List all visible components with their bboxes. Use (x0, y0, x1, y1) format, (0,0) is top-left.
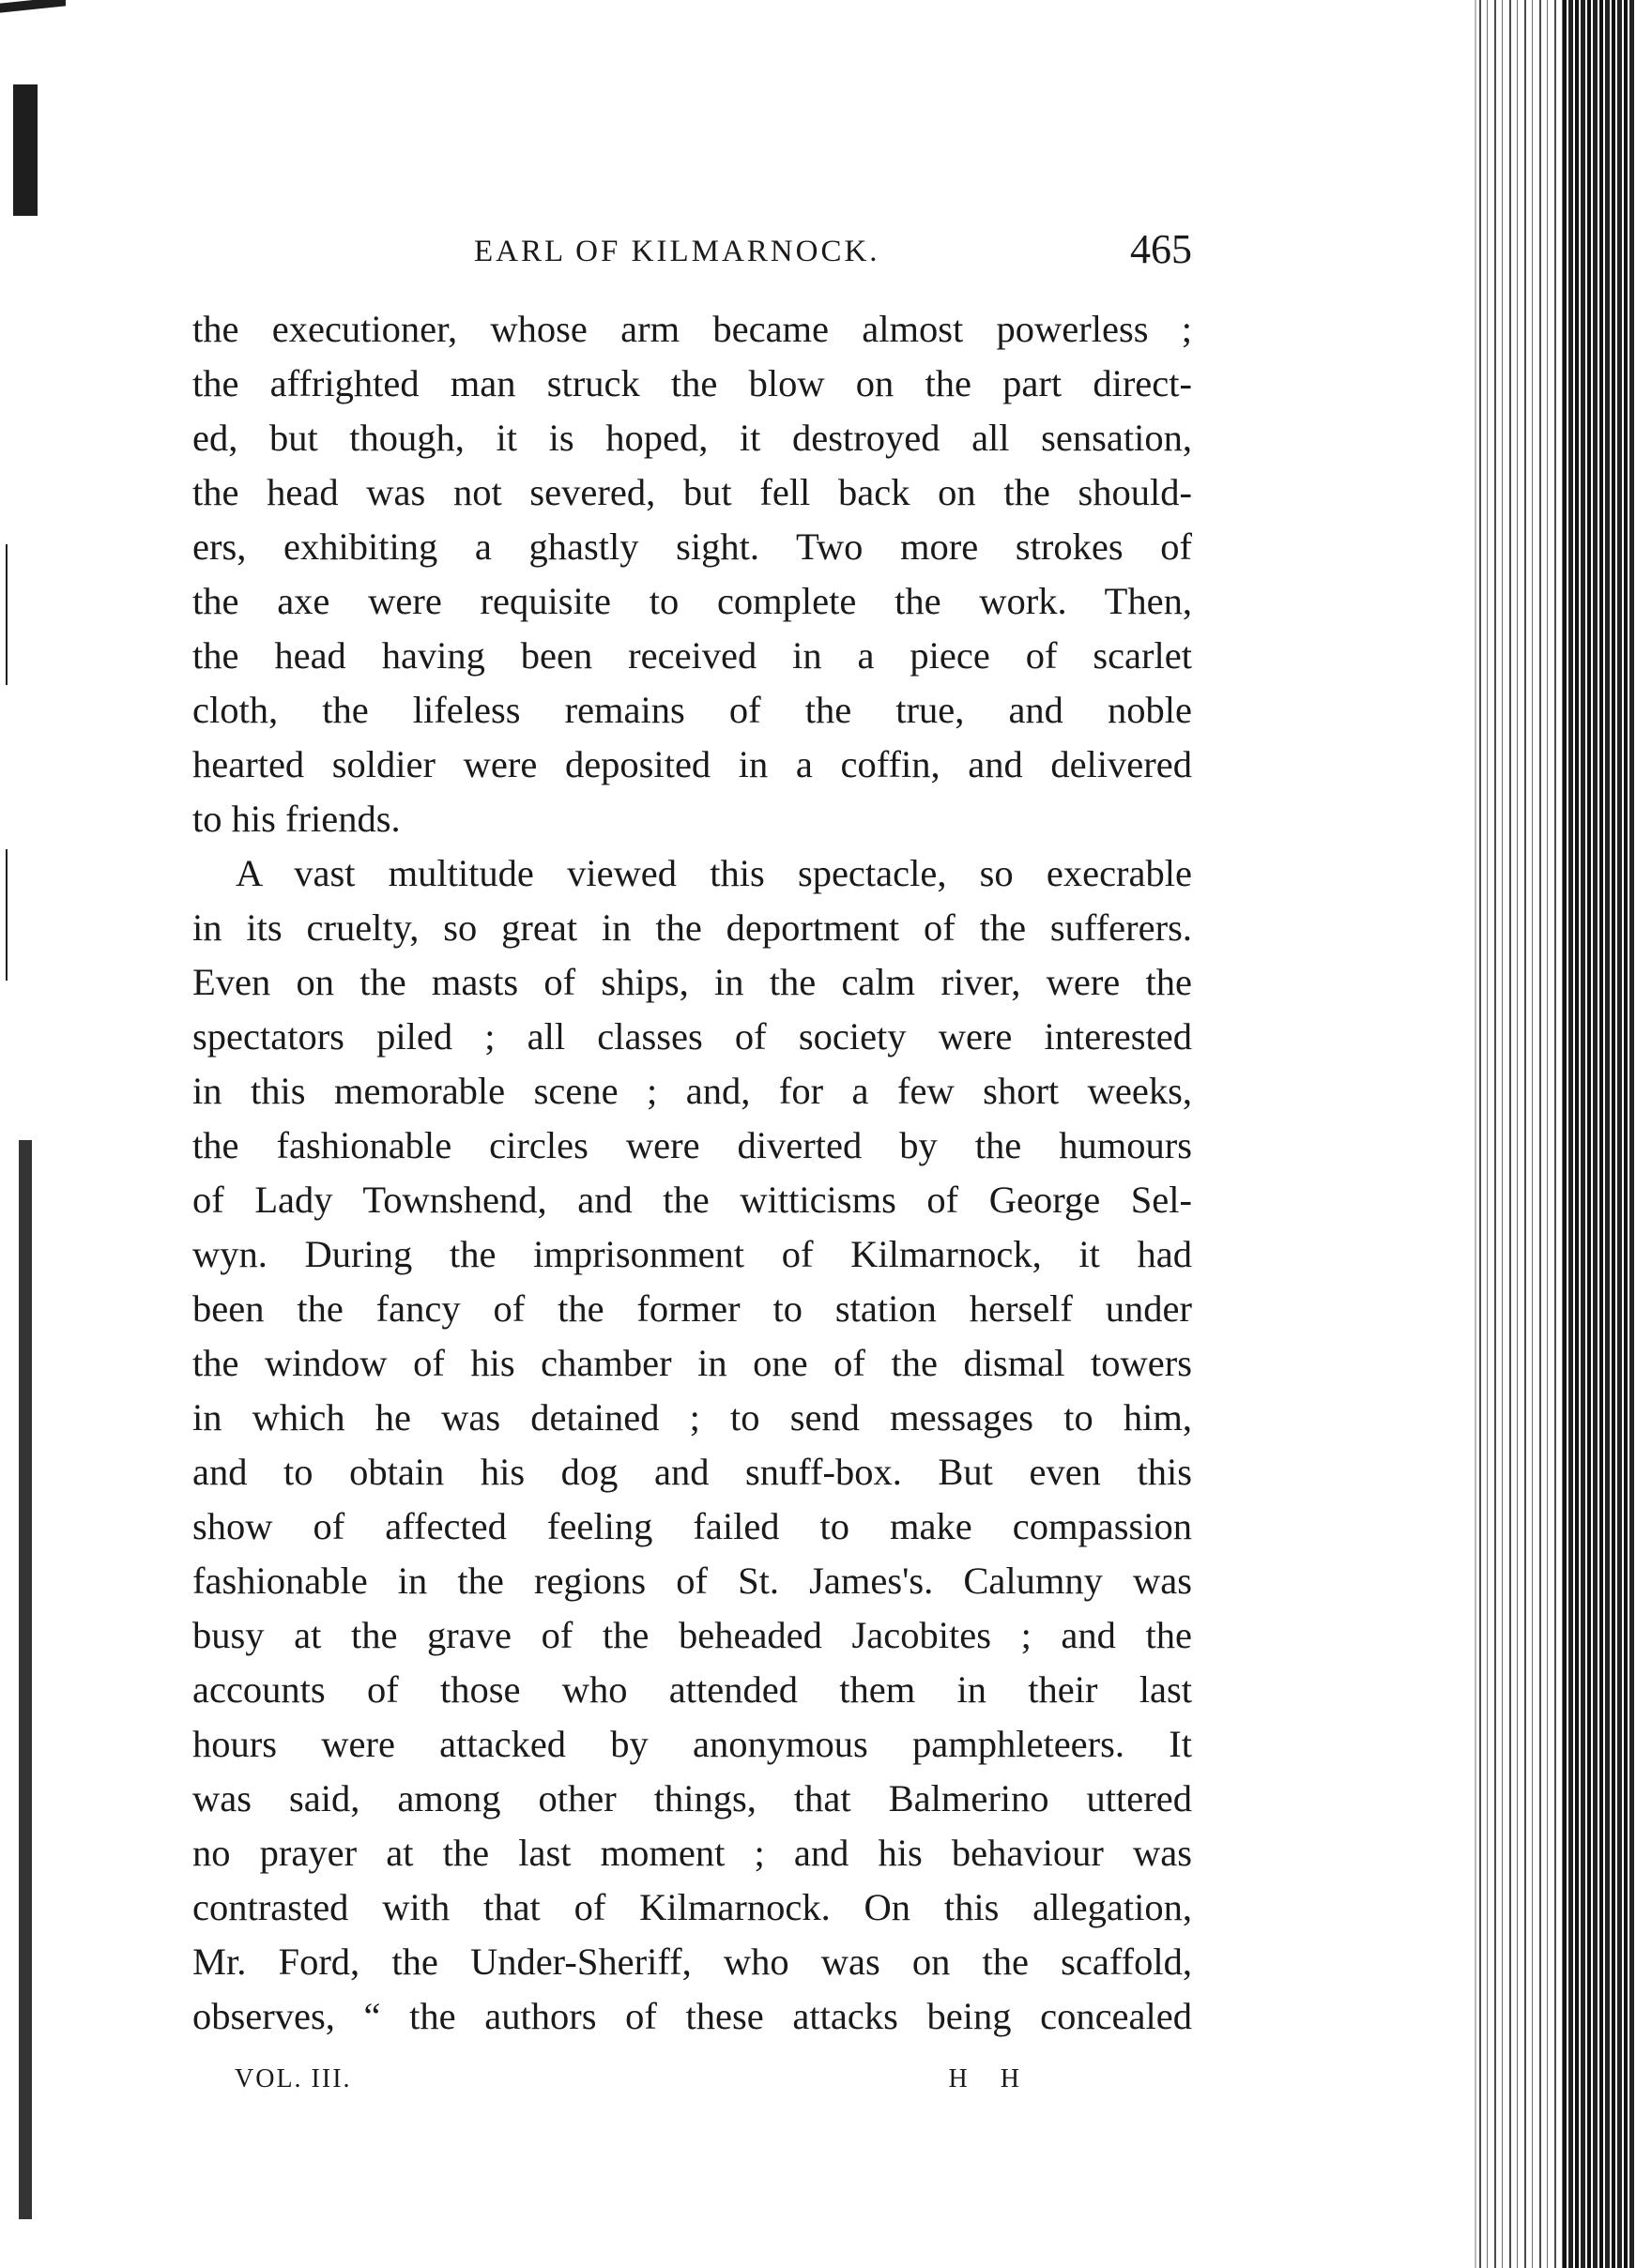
scan-mark-left-2 (19, 1140, 32, 2219)
page-footer (235, 2064, 1032, 2111)
text-line: the executioner, whose arm became almost powerless ; (192, 308, 1192, 350)
paragraph-1 (192, 302, 1192, 846)
scan-mark-left-4 (6, 849, 8, 981)
text-line: contrasted with that of Kilmarnock. On this allegation, (192, 1886, 1192, 1928)
text-line: no prayer at the last moment ; and his behaviour was (192, 1832, 1192, 1874)
text-line: Even on the masts of ships, in the calm river, were the (192, 961, 1192, 1003)
text-line: observes, “ the authors of these attacks being concealed (192, 1995, 1192, 2037)
text-line: busy at the grave of the beheaded Jacobites ; and the (192, 1614, 1192, 1656)
scan-mark-left-1 (13, 84, 38, 216)
text-line: fashionable in the regions of St. James's. Calumny was (192, 1560, 1192, 1602)
text-line: the head was not severed, but fell back on the should- (192, 471, 1192, 513)
text-line: the window of his chamber in one of the dismal towers (192, 1342, 1192, 1384)
text-line: wyn. During the imprisonment of Kilmarnock, it had (192, 1233, 1192, 1275)
text-line: cloth, the lifeless remains of the true, and noble (192, 689, 1192, 731)
running-title: EARL OF KILMARNOCK. (474, 235, 880, 268)
text-line: and to obtain his dog and snuff-box. But even this (192, 1451, 1192, 1493)
volume-label: VOL. III. (235, 2064, 352, 2093)
body-text (192, 302, 1192, 2044)
book-spine (1563, 0, 1636, 2268)
running-header (192, 225, 1192, 291)
text-line: ed, but though, it is hoped, it destroyed all sensation, (192, 417, 1192, 459)
text-line: the axe were requisite to complete the work. Then, (192, 580, 1192, 622)
text-line: A vast multitude viewed this spectacle, so execrable (236, 852, 1192, 894)
page-number: 465 (1130, 226, 1192, 272)
text-line: ers, exhibiting a ghastly sight. Two more strokes of (192, 525, 1192, 568)
text-line: the head having been received in a piece of scarlet (192, 634, 1192, 677)
text-line: hearted soldier were deposited in a coffin, and delivered (192, 743, 1192, 785)
text-line: the fashionable circles were diverted by the humours (192, 1124, 1192, 1166)
text-line: of Lady Townshend, and the witticisms of George Sel- (192, 1179, 1192, 1221)
scan-mark-left-3 (6, 544, 8, 685)
text-line: been the fancy of the former to station herself under (192, 1287, 1192, 1330)
text-line: accounts of those who attended them in their last (192, 1668, 1192, 1711)
text-line: in its cruelty, so great in the deportment of the sufferers. (192, 906, 1192, 949)
text-line: in this memorable scene ; and, for a few short weeks, (192, 1070, 1192, 1112)
paragraph-2 (192, 846, 1192, 2044)
text-line: the affrighted man struck the blow on the part direct- (192, 362, 1192, 404)
signature-mark: H H (948, 2064, 1032, 2093)
text-line: hours were attacked by anonymous pamphleteers. It (192, 1723, 1192, 1765)
text-line: Mr. Ford, the Under-Sheriff, who was on the scaffold, (192, 1941, 1192, 1983)
scan-mark-top-left (0, 0, 66, 13)
text-line: in which he was detained ; to send messages to him, (192, 1396, 1192, 1438)
text-line: spectators piled ; all classes of society were interested (192, 1015, 1192, 1058)
text-line: was said, among other things, that Balmerino uttered (192, 1777, 1192, 1819)
text-line: to his friends. (192, 798, 401, 840)
text-line: show of affected feeling failed to make compassion (192, 1505, 1192, 1547)
